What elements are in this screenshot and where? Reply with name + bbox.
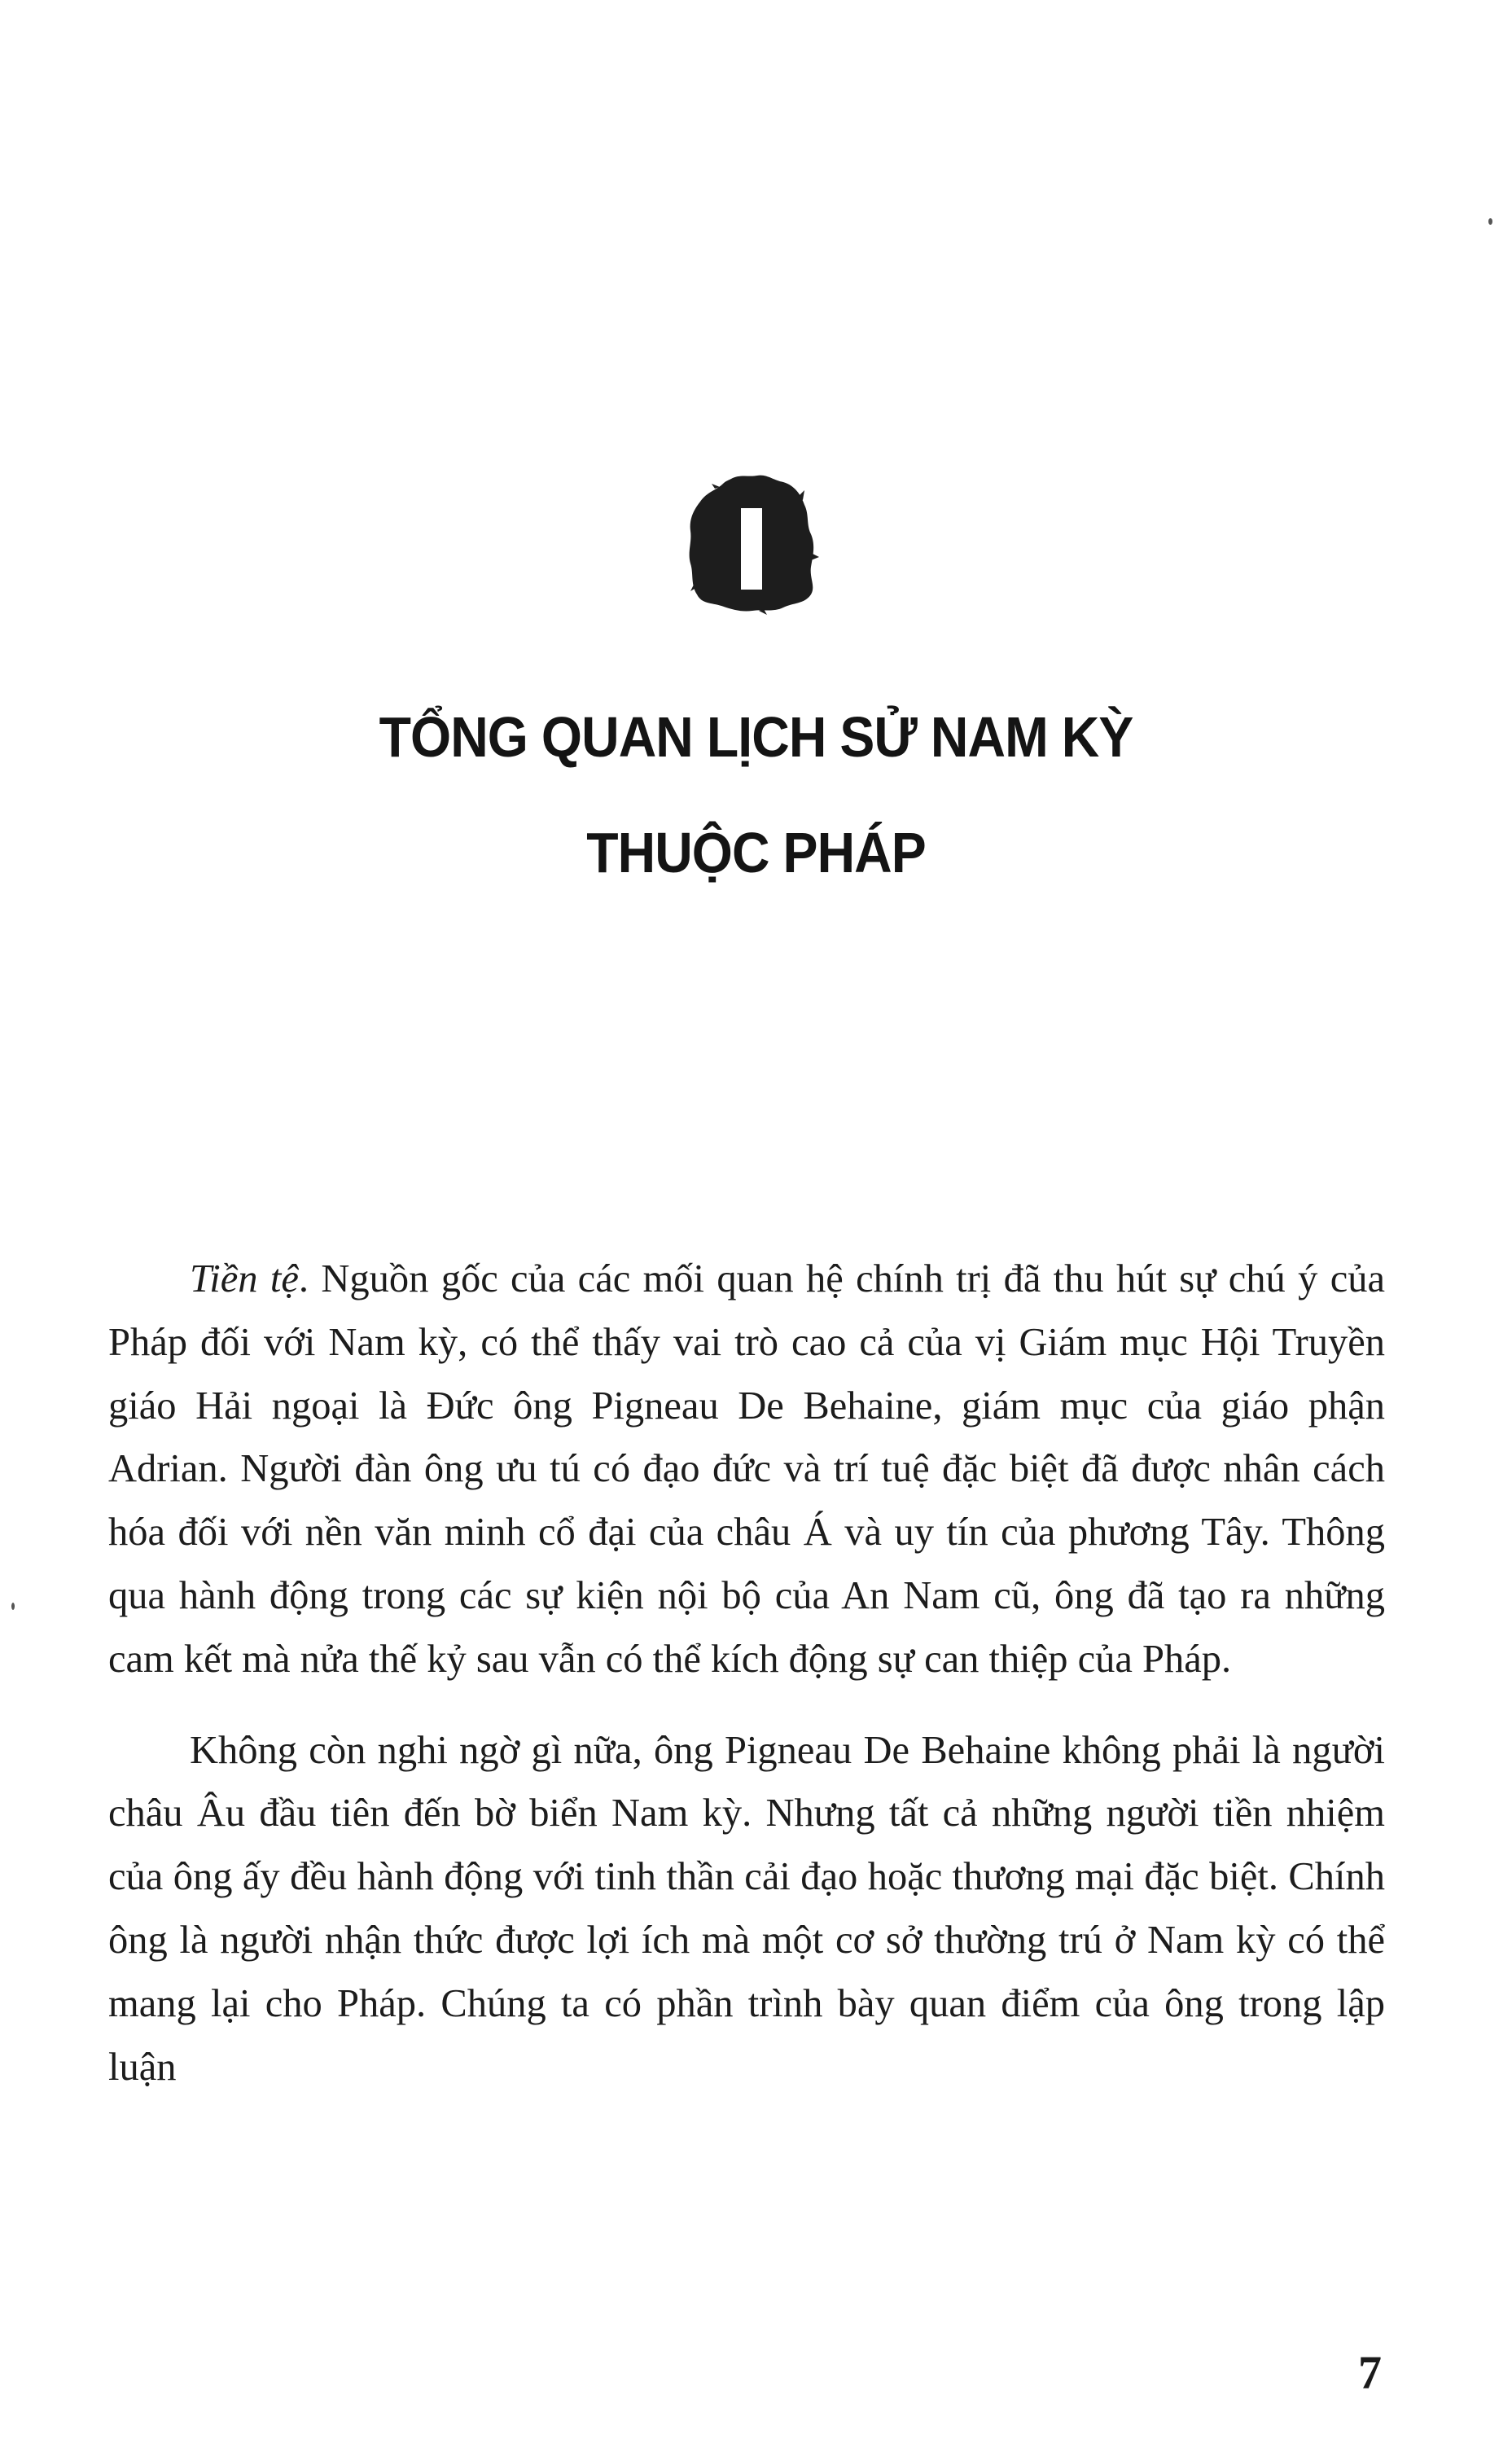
paragraph-1-text: . Nguồn gốc của các mối quan hệ chính trị đã thu hút sự chú ý của Pháp đối với Nam kỳ, có thể thấy vai trò cao cả của vị Giám mục Hội Truyền giáo Hải ngoại là Đức ông Pigneau De Behaine, giám mục của giáo phận Adrian. Người đàn ông ưu tú có đạo đức và trí tuệ đặc biệt đã được nhân cách hóa đối với nền văn minh cổ đại của châu Á và uy tín của phương Tây. Thông qua hành động trong các sự kiện nội bộ của An Nam cũ, ông đã tạo ra những cam kết mà nửa thế kỷ sau vẫn có thể kích động sự can thiệp của Pháp. bbox=[108, 1257, 1385, 1681]
speck-mark bbox=[11, 1603, 15, 1610]
chapter-number-badge bbox=[682, 472, 821, 615]
lead-term: Tiền tệ bbox=[190, 1257, 299, 1300]
chapter-title-line1: TỔNG QUAN LỊCH SỬ NAM KỲ bbox=[379, 705, 1133, 769]
paragraph-1 bbox=[108, 1248, 1385, 1691]
speck-mark bbox=[1488, 218, 1492, 225]
badge-numeral-bar bbox=[741, 508, 762, 590]
chapter-title-line2: THUỘC PHÁP bbox=[586, 821, 926, 884]
paragraph-2: Không còn nghi ngờ gì nữa, ông Pigneau De Behaine không phải là người châu Âu đầu tiên đến bờ biển Nam kỳ. Nhưng tất cả những người tiền nhiệm của ông ấy đều hành động với tinh thần cải đạo hoặc thương mại đặc biệt. Chính ông là người nhận thức được lợi ích mà một cơ sở thường trú ở Nam kỳ có thể mang lại cho Pháp. Chúng ta có phần trình bày quan điểm của ông trong lập luận bbox=[108, 1728, 1385, 2089]
chapter-badge-graphic bbox=[682, 472, 821, 615]
body-text bbox=[108, 1248, 1385, 2099]
page-number: 7 bbox=[1358, 2346, 1382, 2399]
